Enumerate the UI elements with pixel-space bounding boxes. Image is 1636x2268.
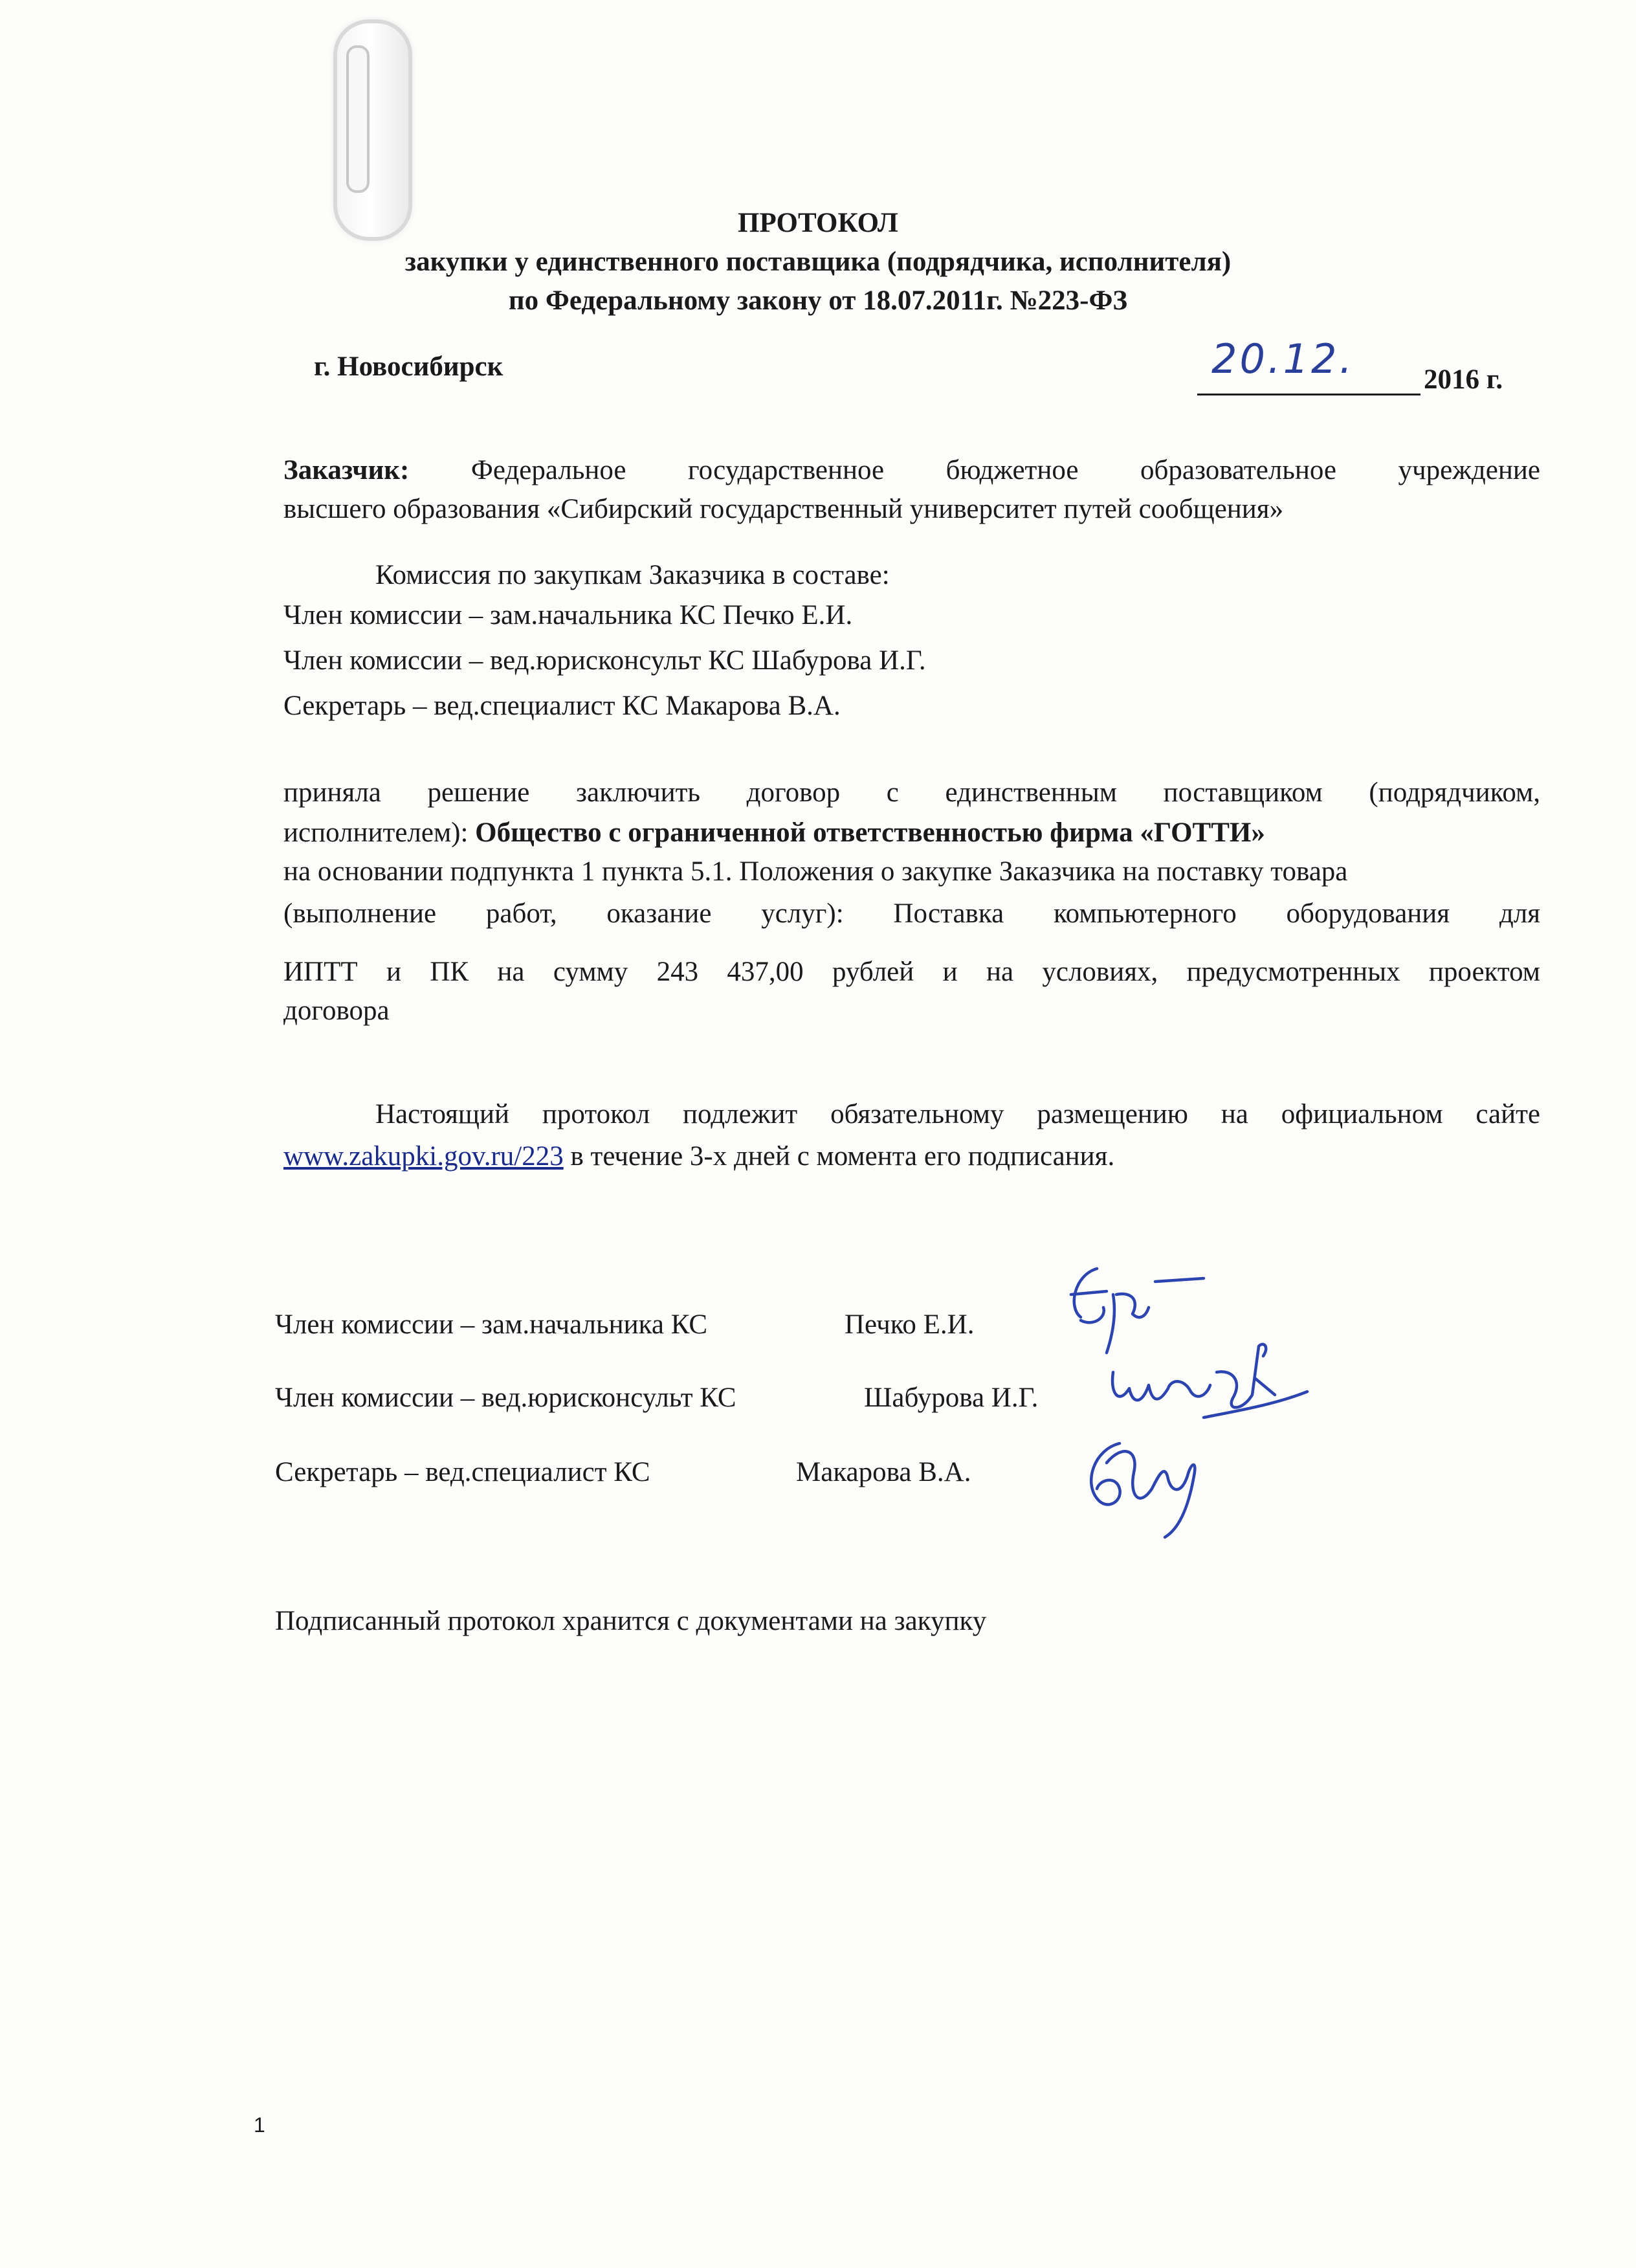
title-subtitle-line2: по Федеральному закону от 18.07.2011г. №223-ФЗ <box>508 285 1128 316</box>
signature-role-2: Член комиссии – вед.юрисконсульт КС <box>275 1383 736 1413</box>
handwritten-signature-3 <box>1061 1424 1249 1553</box>
signature-name-3: Макарова В.А. <box>796 1457 971 1487</box>
title-subtitle-line1: закупки у единственного поставщика (подрядчика, исполнителя) <box>404 247 1232 277</box>
page-number: 1 <box>254 2113 265 2137</box>
commission-member-3: Секретарь – вед.специалист КС Макарова В.А. <box>283 691 841 721</box>
paper-clip-inner <box>346 45 370 193</box>
handwritten-date: 20.12. <box>1211 335 1355 383</box>
customer-line1 <box>283 453 1540 488</box>
date-underline <box>1197 335 1420 395</box>
zakupki-link[interactable]: www.zakupki.gov.ru/223 <box>283 1141 564 1172</box>
decision-line2 <box>283 816 1265 850</box>
signature-name-1: Печко Е.И. <box>845 1309 975 1340</box>
date-year: 2016 г. <box>1424 364 1503 395</box>
storage-note: Подписанный протокол хранится с документами на закупку <box>275 1606 987 1636</box>
decision-line3: на основании подпункта 1 пункта 5.1. Положения о закупке Заказчика на поставку товара <box>283 856 1348 887</box>
signature-role-3: Секретарь – вед.специалист КС <box>275 1457 650 1487</box>
supplier-name: Общество с ограниченной ответственностью фирма «ГОТТИ» <box>475 817 1265 848</box>
decision-line5: ИПТТ и ПК на сумму 243 437,00 рублей и на условиях, предусмотренных проектом <box>283 957 1540 987</box>
commission-member-2: Член комиссии – вед.юрисконсульт КС Шабурова И.Г. <box>283 645 926 676</box>
decision-line2-prefix: исполнителем): <box>283 817 476 848</box>
commission-intro: Комиссия по закупкам Заказчика в составе: <box>375 560 890 590</box>
commission-member-1: Член комиссии – зам.начальника КС Печко Е.И. <box>283 600 853 630</box>
decision-line1: приняла решение заключить договор с единственным поставщиком (подрядчиком, <box>283 777 1540 808</box>
customer-name-line1: Федеральное государственное бюджетное образовательное учреждение <box>470 455 1540 485</box>
decision-line4: (выполнение работ, оказание услуг): Поставка компьютерного оборудования для <box>283 898 1540 929</box>
signature-name-2: Шабурова И.Г. <box>864 1383 1039 1413</box>
publication-line1: Настоящий протокол подлежит обязательному размещению на официальном сайте <box>375 1099 1540 1129</box>
publication-line2-rest: в течение 3-х дней с момента его подписания. <box>563 1141 1115 1172</box>
decision-line6: договора <box>283 995 390 1026</box>
publication-line2 <box>283 1139 1114 1174</box>
customer-label: Заказчик: <box>283 455 410 485</box>
signature-role-1: Член комиссии – зам.начальника КС <box>275 1309 708 1340</box>
city-label: г. Новосибирск <box>314 351 503 382</box>
customer-name-line2: высшего образования «Сибирский государственный университет путей сообщения» <box>283 494 1284 524</box>
page-title: ПРОТОКОЛ <box>738 208 898 238</box>
